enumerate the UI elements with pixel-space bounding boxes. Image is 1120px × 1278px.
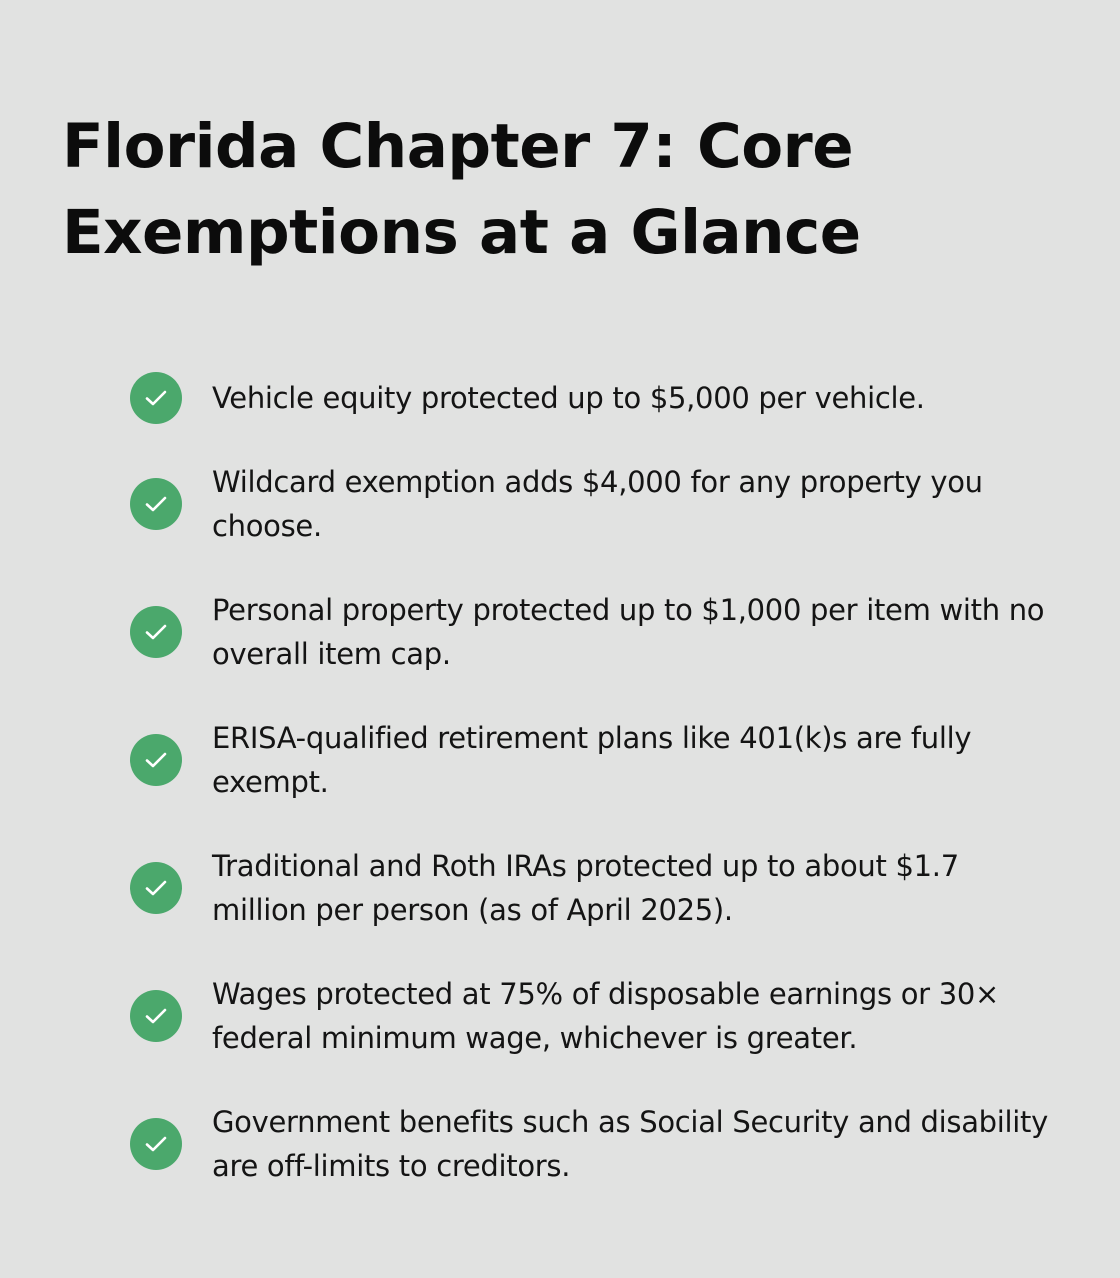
page-title: Florida Chapter 7: Core Exemptions at a Glance bbox=[62, 111, 861, 268]
check-circle-icon bbox=[130, 734, 182, 786]
list-item bbox=[130, 716, 1050, 804]
list-item-text: Traditional and Roth IRAs protected up to about $1.7 million per person (as of April 2025). bbox=[212, 849, 959, 927]
check-circle-icon bbox=[130, 862, 182, 914]
check-circle-icon bbox=[130, 372, 182, 424]
check-circle-icon bbox=[130, 606, 182, 658]
list-item-text: Wages protected at 75% of disposable earnings or 30× federal minimum wage, whichever is greater. bbox=[212, 977, 999, 1055]
list-item-text: Personal property protected up to $1,000 per item with no overall item cap. bbox=[212, 593, 1045, 671]
check-circle-icon bbox=[130, 1118, 182, 1170]
list-item bbox=[130, 844, 1050, 932]
check-circle-icon bbox=[130, 990, 182, 1042]
list-item bbox=[130, 1100, 1050, 1188]
list-item-text: Vehicle equity protected up to $5,000 per vehicle. bbox=[212, 381, 925, 415]
list-item-text: ERISA-qualified retirement plans like 401(k)s are fully exempt. bbox=[212, 721, 972, 799]
list-item bbox=[130, 460, 1050, 548]
list-item bbox=[130, 588, 1050, 676]
list-item-text: Government benefits such as Social Security and disability are off-limits to creditors. bbox=[212, 1105, 1048, 1183]
list-item bbox=[130, 372, 1050, 424]
list-item-text: Wildcard exemption adds $4,000 for any property you choose. bbox=[212, 465, 983, 543]
list-item bbox=[130, 972, 1050, 1060]
check-circle-icon bbox=[130, 478, 182, 530]
